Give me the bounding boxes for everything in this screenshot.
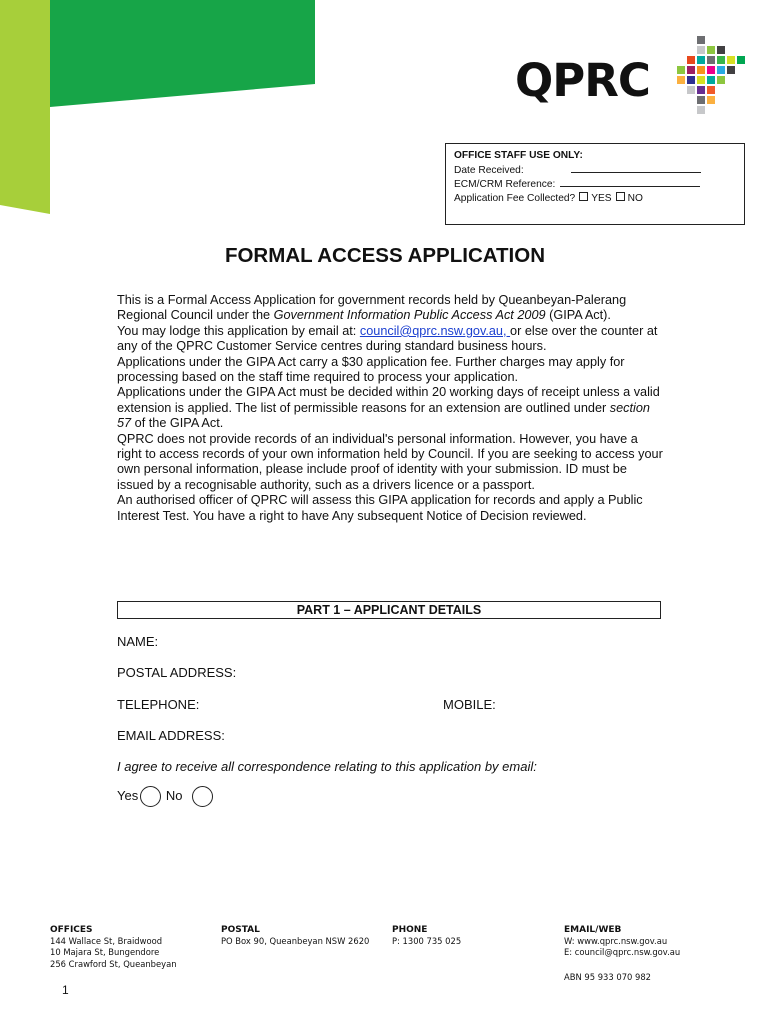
- ecm-reference-field[interactable]: [560, 177, 700, 187]
- office-address: 144 Wallace St, Braidwood: [50, 936, 163, 947]
- no-radio[interactable]: [192, 786, 213, 807]
- office-address: 10 Majara St, Bungendore: [50, 947, 160, 958]
- date-received-row: [454, 163, 736, 178]
- logo-mosaic-icon: [673, 36, 753, 116]
- name-label: NAME:: [117, 634, 159, 649]
- offices-heading: OFFICES: [50, 925, 93, 935]
- paragraph-4: [117, 385, 665, 431]
- yes-label: Yes: [117, 787, 139, 803]
- qprc-logo: [515, 36, 765, 116]
- mobile-label: MOBILE:: [443, 697, 496, 712]
- date-received-label: Date Received:: [454, 164, 524, 176]
- no-label: No: [165, 787, 183, 803]
- email-consent-options: [117, 786, 213, 807]
- fee-no-label: NO: [627, 192, 643, 204]
- paragraph-2: [117, 324, 665, 355]
- logo-text: QPRC: [515, 54, 650, 107]
- abn: ABN 95 933 070 982: [564, 972, 652, 982]
- email-address-label: EMAIL ADDRESS:: [117, 728, 225, 743]
- fee-no-checkbox[interactable]: [616, 192, 625, 201]
- footer-email-link[interactable]: E: council@qprc.nsw.gov.au: [564, 947, 681, 958]
- p1-text: This is a Formal Access Application for government records held by Queanbeyan-Palerang Regional Council under the: [117, 293, 627, 323]
- p2-text: You may lodge this application by email at:: [117, 323, 360, 338]
- page-title: FORMAL ACCESS APPLICATION: [224, 244, 546, 267]
- email-consent-text: I agree to receive all correspondence relating to this application by email:: [117, 759, 537, 774]
- footer-phone: [392, 925, 461, 947]
- fee-collected-label: Application Fee Collected?: [454, 192, 576, 204]
- header-banner-graphic: [0, 0, 320, 220]
- p4-text: Applications under the GIPA Act must be decided within 20 working days of receipt unless a valid extension is applied. The list of permissible reasons for an extension are outlined under: [117, 385, 660, 415]
- fee-yes-checkbox[interactable]: [579, 192, 588, 201]
- footer-offices: [50, 925, 177, 970]
- paragraph-6: An authorised officer of QPRC will assess this GIPA application for records and apply a Public Interest Test. You have a right to have Any subsequent Notice of Decision reviewed.: [117, 493, 643, 523]
- ecm-reference-row: [454, 177, 736, 192]
- council-email-link[interactable]: council@qprc.nsw.gov.au,: [359, 323, 511, 338]
- website-link[interactable]: W: www.qprc.nsw.gov.au: [564, 936, 668, 947]
- office-staff-box: [445, 143, 745, 225]
- part1-heading: PART 1 – APPLICANT DETAILS: [117, 601, 661, 619]
- phone-heading: PHONE: [392, 925, 428, 935]
- p2-end: or else over the counter at any of the QPRC Customer Service centres during standard business hours.: [117, 323, 658, 354]
- ecm-reference-label: ECM/CRM Reference:: [454, 179, 556, 190]
- office-address: 256 Crawford St, Queanbeyan: [50, 958, 177, 969]
- date-received-field[interactable]: [571, 163, 701, 173]
- p1-end: (GIPA Act).: [545, 308, 611, 323]
- p4-end: of the GIPA Act.: [131, 416, 224, 431]
- web-heading: EMAIL/WEB: [564, 925, 622, 935]
- postal-heading: POSTAL: [221, 925, 260, 935]
- page-number: 1: [62, 983, 69, 997]
- paragraph-3: Applications under the GIPA Act carry a $30 application fee. Further charges may apply for processing based on the staff time required to process your application.: [117, 354, 625, 385]
- office-staff-title: OFFICE STAFF USE ONLY:: [454, 150, 583, 161]
- fee-collected-row: [454, 192, 736, 206]
- postal-address: PO Box 90, Queanbeyan NSW 2620: [221, 936, 370, 947]
- p1-act-name: Government Information Public Access Act 2009: [273, 308, 546, 323]
- p4-section: section 57: [117, 400, 650, 431]
- footer-web: [564, 925, 680, 959]
- paragraph-1: [117, 293, 665, 324]
- paragraph-5: QPRC does not provide records of an individual's personal information. However, you have a right to access records of your own information held by Council. If you are seeking to access your own personal information, please include proof of identity with your submission. ID must be issued by a recognisable authority, such as a drivers licence or a passport.: [117, 431, 663, 492]
- intro-text: [117, 293, 665, 524]
- fee-yes-label: YES: [591, 192, 612, 204]
- yes-radio[interactable]: [140, 786, 161, 807]
- postal-address-label: POSTAL ADDRESS:: [117, 665, 237, 680]
- telephone-label: TELEPHONE:: [117, 697, 200, 712]
- footer-postal: [221, 925, 369, 947]
- phone-number: P: 1300 735 025: [392, 936, 462, 947]
